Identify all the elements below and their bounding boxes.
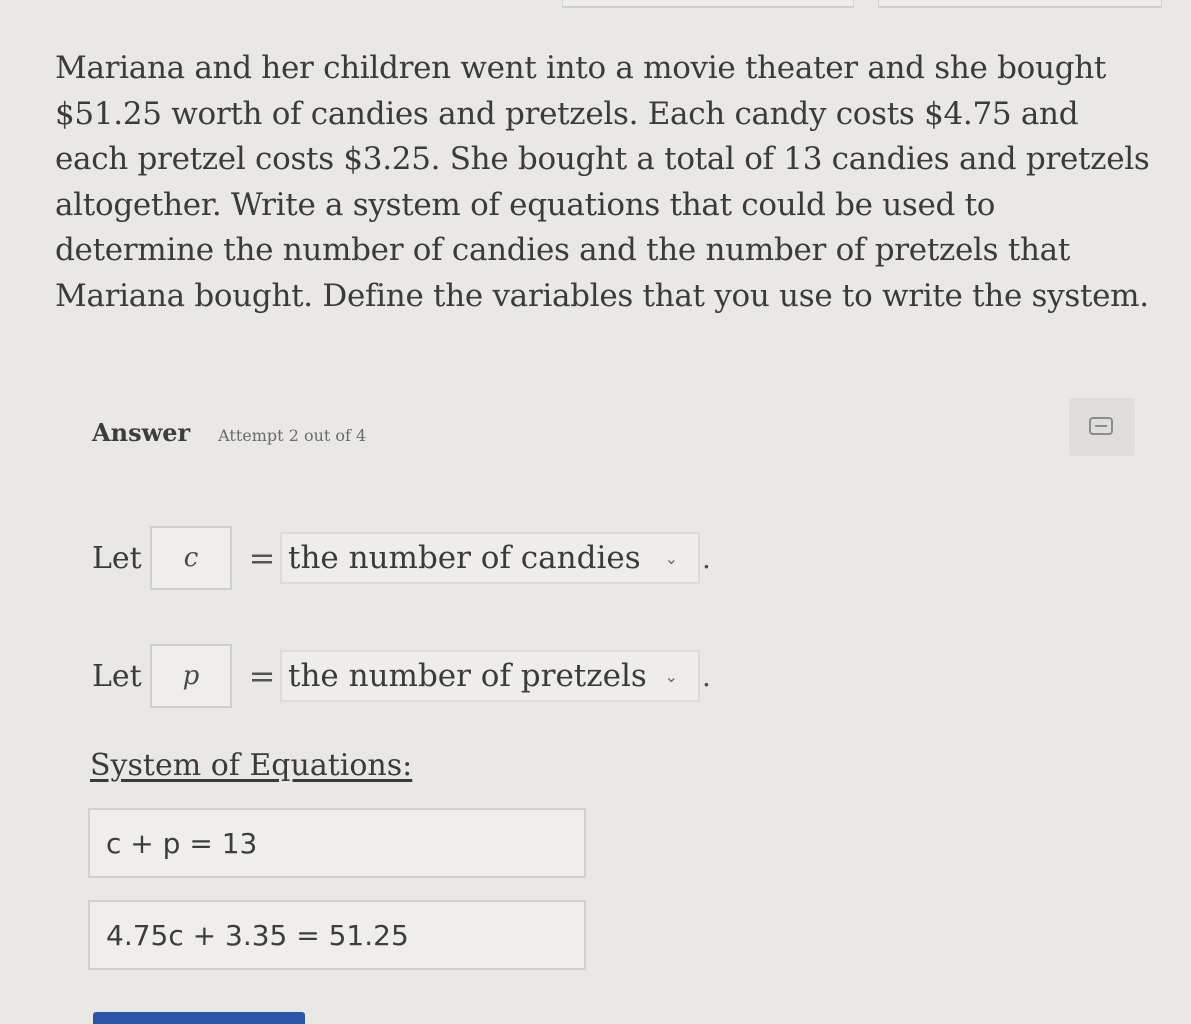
period: . — [702, 541, 711, 575]
variable-definition-row — [92, 524, 711, 592]
attempt-counter: Attempt 2 out of 4 — [218, 426, 367, 445]
period: . — [702, 659, 711, 693]
top-tab-left[interactable] — [562, 0, 854, 8]
definition-select-value: the number of pretzels — [288, 658, 647, 694]
let-label: Let — [92, 658, 142, 694]
submit-button[interactable] — [93, 1012, 305, 1024]
equals-sign: = — [248, 539, 276, 577]
calculator-icon — [1089, 417, 1113, 435]
variable-input-c[interactable]: c — [150, 526, 232, 590]
let-label: Let — [92, 540, 142, 576]
equation-text: c + p = 13 — [106, 826, 258, 860]
answer-label: Answer — [92, 418, 191, 447]
question-text: Mariana and her children went into a movie theater and she bought $51.25 worth of candies and pretzels. Each candy costs $4.75 and each pretzel costs $3.25. She bought a total of 13 candies and pretzels altogether. Write a system of equations that could be used to determine the number of candies and the number of pretzels that Mariana bought. Define the variables that you use to write the system. — [55, 50, 1150, 314]
equation-text: 4.75c + 3.35 = 51.25 — [106, 918, 409, 952]
definition-select-candies[interactable] — [280, 532, 700, 584]
system-heading: System of Equations: — [90, 748, 413, 783]
top-tab-right[interactable] — [878, 0, 1162, 8]
chevron-down-icon: ⌄ — [664, 666, 678, 686]
answer-header — [92, 418, 366, 447]
variable-input-p[interactable]: p — [150, 644, 232, 708]
definition-select-value: the number of candies — [288, 540, 641, 576]
definition-select-pretzels[interactable] — [280, 650, 700, 702]
equation-input-1[interactable] — [88, 808, 586, 878]
chevron-down-icon: ⌄ — [664, 548, 678, 568]
calculator-button[interactable] — [1069, 398, 1135, 456]
variable-definition-row — [92, 642, 711, 710]
equals-sign: = — [248, 657, 276, 695]
equation-input-2[interactable] — [88, 900, 586, 970]
